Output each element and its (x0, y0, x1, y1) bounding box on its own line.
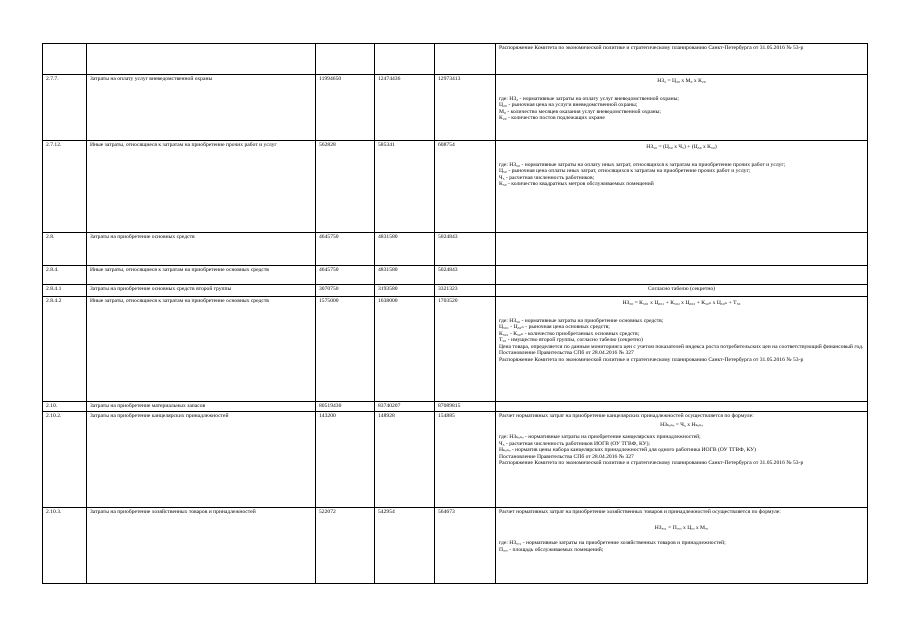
row-value-1: 80519430 (316, 402, 375, 412)
description-line: Ц₅₀₁ - Ц₅₀ₙ - рыночная цена основных средств; (499, 324, 610, 330)
row-description (496, 141, 868, 233)
row-value-3: 608754 (435, 141, 496, 233)
row-name (87, 44, 316, 75)
description-line: Распоряжение Комитета по экономической политике и стратегическому планированию Санкт-Петербурга от 31.05.2016 № 53-р (499, 45, 804, 51)
row-name: Затраты на приобретение основных средств (87, 233, 316, 266)
table-row (43, 266, 868, 285)
description-line: К₅₀ - количество квадратных метров обслуживаемых помещений (499, 181, 654, 187)
row-name: Иные затраты, относящиеся к затратам на приобретение прочих работ и услуг (87, 141, 316, 233)
formula: НЗ₅₀ = К₅₀₁ х Ц₅₀₁ + К₅₀₂ х Ц₅₀₂ + К₅₀ₙ х Ц₅₀ₙ + Т₅₀ (622, 300, 741, 306)
row-value-1 (316, 44, 375, 75)
table-row (43, 233, 868, 266)
description-line: где: НЗₖₐₙₔ - нормативные затраты на приобретение канцелярских принадлежностей; (499, 434, 701, 440)
description-line: К₅₀₁ - К₅₀ₙ - количество приобретаемых основных средств; (499, 330, 640, 337)
description-line: Ч₅ - расчетная численность работников ИОГВ (ОУ ТГВФ, КУ); (499, 440, 650, 447)
formula: НЗₖₐₙₔ = Ч₅ х Нₖₐₙₔ (660, 421, 703, 428)
row-description (496, 508, 868, 584)
row-name: Иные затраты, относящиеся к затратам на приобретение основных средств (87, 266, 316, 285)
row-code: 2.7.12. (43, 141, 87, 233)
cost-norms-table (42, 43, 868, 584)
row-value-3: 12973413 (435, 75, 496, 141)
description-line: Цена товара, определяется по данным мониторинга цен с учетом показателей индекса роста потребительских цен на соответствующий финансовый год. (499, 343, 864, 350)
row-value-2: 542954 (375, 508, 435, 584)
row-name: Затраты на оплату услуг вневедомственной охраны (87, 75, 316, 141)
row-value-2: 83740207 (375, 402, 435, 412)
row-name: Затраты на приобретение хозяйственных товаров и принадлежностей (87, 508, 316, 584)
row-code: 2.10.2. (43, 412, 87, 508)
row-value-2: 4831580 (375, 233, 435, 266)
row-description (496, 75, 868, 141)
row-value-1: 1575000 (316, 297, 375, 402)
row-code: 2.8.4. (43, 266, 87, 285)
formula: НЗ₅₀ = (Ц₅₀ х Ч₅) + (Ц₅₀ х К₅₀) (646, 144, 717, 150)
row-description (496, 266, 868, 285)
description-line: Распоряжение Комитета по экономической политике и стратегическому планированию Санкт-Петербурга от 31.05.2016 № 53-р (499, 460, 804, 466)
row-value-2: 585341 (375, 141, 435, 233)
row-value-1: 3070750 (316, 285, 375, 297)
description-line: К₂₀ - количество постов подлежащих охране (499, 115, 605, 121)
formula: НЗ₂ = Ц₂₀ х М₀ х К₂₀ (657, 78, 706, 84)
row-code: 2.8. (43, 233, 87, 266)
table-row (43, 141, 868, 233)
row-code: 2.8.4.1 (43, 285, 87, 297)
row-description (496, 233, 868, 266)
description-line: где: НЗ₅₀ - нормативные затраты на приобретение основных средств; (499, 317, 664, 324)
row-value-2: 3193580 (375, 285, 435, 297)
row-value-1: 562828 (316, 141, 375, 233)
row-value-3: 5024843 (435, 266, 496, 285)
row-value-1: 522072 (316, 508, 375, 584)
row-value-1: 11994650 (316, 75, 375, 141)
row-name: Затраты на приобретение основных средств второй группы (87, 285, 316, 297)
description-line: Т₅₀ - имущество второй группы, согласно табелю (секретно) (499, 337, 643, 343)
description-line: Постановление Правительства СПб от 28.04.2016 № 327 (499, 453, 634, 460)
row-value-3: 1703520 (435, 297, 496, 402)
row-name: Иные затраты, относящиеся к затратам на приобретение основных средств (87, 297, 316, 402)
row-name: Затраты на приобретение канцелярских принадлежностей (87, 412, 316, 508)
description-line: М₀ - количество месяцев оказания услуг вневедомственной охраны; (499, 108, 661, 115)
table-row (43, 44, 868, 75)
row-code: 2.10. (43, 402, 87, 412)
table-row (43, 508, 868, 584)
description-line: Пₒₒₒ - площадь обслуживаемых помещений; (499, 546, 604, 553)
row-value-2: 1638000 (375, 297, 435, 402)
description-line: Постановление Правительства СПб от 28.04.2016 № 327 (499, 350, 634, 356)
table-row (43, 75, 868, 141)
row-value-2: 4831580 (375, 266, 435, 285)
description-intro: Расчет нормативных затрат на приобретение хозяйственных товаров и принадлежностей осуществляется по формуле: (499, 509, 781, 515)
description-intro: Расчет нормативных затрат на приобретение канцелярских принадлежностей осуществляется по формуле: (499, 413, 754, 419)
row-value-2 (375, 44, 435, 75)
description-line: где: НЗ₂ - нормативные затраты на оплату услуг вневедомственной охраны; (499, 95, 679, 102)
row-description (496, 297, 868, 402)
formula: НЗₓₒ₁ = Пₒₒₒ х Цₒₒ х Мₒₒ (654, 524, 709, 531)
description-line: где: НЗₓₒ₁ - нормативные затраты на приобретение хозяйственных товаров и принадлежностей; (499, 540, 726, 546)
row-name: Затраты на приобретение материальных запасов (87, 402, 316, 412)
row-value-3: 564673 (435, 508, 496, 584)
row-code: 2.10.3. (43, 508, 87, 584)
table-row (43, 402, 868, 412)
description-line: где: НЗ₅₀ - нормативные затраты на оплату иных затрат, относящихся к затратам на приобретение прочих работ и услуг; (499, 161, 786, 168)
table-row (43, 285, 868, 297)
row-value-3: 87089815 (435, 402, 496, 412)
row-value-3: 5024843 (435, 233, 496, 266)
description-line: Нₖₐₙₔ - норматив цены набора канцелярских принадлежностей для одного работника ИОГВ (ОУ ТГВФ, КУ) (499, 447, 756, 453)
row-value-2: 12474436 (375, 75, 435, 141)
row-description (496, 44, 868, 75)
row-value-2: 148928 (375, 412, 435, 508)
row-value-3: 154885 (435, 412, 496, 508)
table-row (43, 297, 868, 402)
row-description (496, 402, 868, 412)
description-line: Распоряжение Комитета по экономической политике и стратегическому планированию Санкт-Петербурга от 31.05.2016 № 53-р (499, 356, 804, 363)
row-value-1: 143200 (316, 412, 375, 508)
row-code (43, 44, 87, 75)
description-line: Ч₅ - расчетная численность работников; (499, 174, 595, 181)
row-value-1: 4645750 (316, 266, 375, 285)
row-code: 2.8.4.2 (43, 297, 87, 402)
row-code: 2.7.7. (43, 75, 87, 141)
description-line: Ц₂₀ - рыночная цена на услуги вневедомственной охраны; (499, 102, 638, 108)
table-row (43, 412, 868, 508)
row-value-3: 3321323 (435, 285, 496, 297)
description-line: Ц₅₀ - рыночная цена оплаты иных затрат, относящихся к затратам на приобретение прочих работ и услуг; (499, 168, 751, 174)
row-value-3 (435, 44, 496, 75)
row-description: Согласно табелю (секретно) (496, 285, 868, 297)
row-value-1: 4645750 (316, 233, 375, 266)
row-description (496, 412, 868, 508)
